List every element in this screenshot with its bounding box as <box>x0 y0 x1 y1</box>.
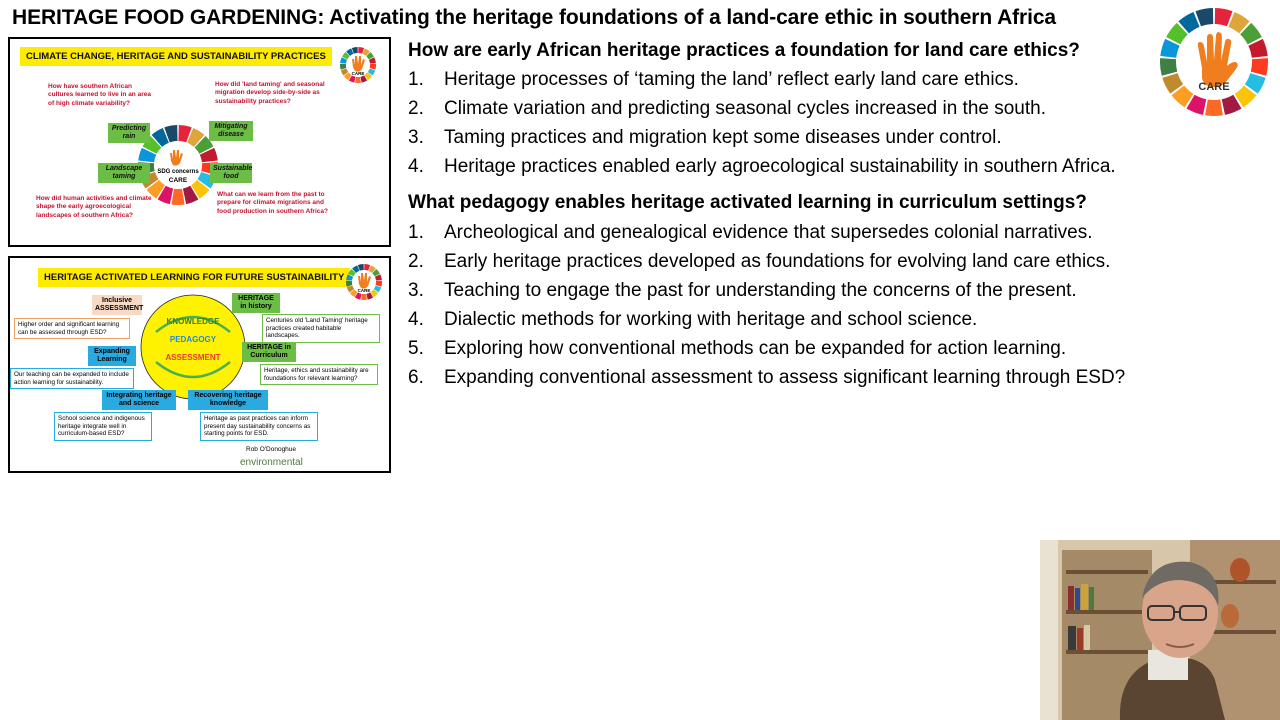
note-school-science: School science and indigenous heritage integrate well in curriculum-based ESD? <box>54 412 152 441</box>
item-number: 5. <box>408 338 424 359</box>
presenter-icon <box>1040 540 1280 720</box>
sdg-segment <box>361 294 367 300</box>
sdg-concerns-label: SDG concerns <box>157 169 199 175</box>
panel2-logo-label: CARE <box>357 288 371 293</box>
list-item <box>408 94 1116 123</box>
label-heritage-curriculum: HERITAGE in Curriculum <box>242 342 296 362</box>
sdg-segment <box>376 281 382 287</box>
item-text: Dialectic methods for working with heritage and school science. <box>444 309 978 330</box>
label-recovering: Recovering heritage knowledge <box>188 390 268 410</box>
word-assessment: ASSESSMENT <box>165 353 221 362</box>
label-inclusive-assessment: Inclusive ASSESSMENT <box>92 295 142 315</box>
item-text: Heritage practices enabled early agroecological sustainability in southern Africa. <box>444 156 1116 177</box>
item-number: 6. <box>408 367 424 388</box>
note-heritage-past: Heritage as past practices can inform present day sustainability concerns as starting points for ESD. <box>200 412 318 441</box>
item-number: 1. <box>408 222 424 243</box>
item-number: 2. <box>408 251 424 272</box>
panel2-care-logo <box>346 264 382 300</box>
presenter-video[interactable] <box>1040 540 1280 720</box>
label-heritage-history: HERITAGE in history <box>232 293 280 313</box>
sdg-segment <box>1251 58 1268 76</box>
list-item <box>408 65 1116 94</box>
item-number: 4. <box>408 156 424 177</box>
heritage-learning-diagram <box>8 256 391 473</box>
panel1-logo-label: CARE <box>351 71 365 76</box>
section2-list <box>408 218 1125 392</box>
list-item <box>408 276 1125 305</box>
list-item <box>408 363 1125 392</box>
item-number: 2. <box>408 98 424 119</box>
item-text: Early heritage practices developed as foundations for evolving land care ethics. <box>444 251 1111 272</box>
author-name: Rob O'Donoghue <box>246 446 297 453</box>
sdg-segment <box>171 189 184 205</box>
panel1-title: CLIMATE CHANGE, HERITAGE AND SUSTAINABILITY PRACTICES <box>20 47 332 66</box>
question-climate-variability: How have southern African cultures learned to live in an area of high climate variability? <box>48 83 151 107</box>
sdg-ring <box>138 125 218 205</box>
question-learn-from-past: What can we learn from the past to prepare for climate migrations and food production in southern Africa? <box>217 191 328 215</box>
item-number: 4. <box>408 309 424 330</box>
question-agroecological: How did human activities and climate shape the early agroecological landscapes of southern Africa? <box>36 195 152 219</box>
label-expanding-learning: Expanding Learning <box>88 346 136 366</box>
question-land-taming: How did 'land taming' and seasonal migration develop side-by-side as sustainability practices? <box>215 81 325 105</box>
note-our-teaching: Our teaching can be expanded to include action learning for sustainability. <box>10 368 134 389</box>
sdg-segment <box>1160 58 1177 76</box>
section1-heading: How are early African heritage practices a foundation for land care ethics? <box>408 40 1080 61</box>
note-higher-order: Higher order and significant learning can be assessed through ESD? <box>14 318 130 339</box>
item-number: 3. <box>408 280 424 301</box>
center-care-label: CARE <box>168 177 188 184</box>
care-logo-label: CARE <box>1198 81 1230 93</box>
box-landscape-taming: Landscape taming <box>98 163 150 183</box>
item-text: Taming practices and migration kept some diseases under control. <box>444 127 1002 148</box>
item-text: Expanding conventional assessment to assess significant learning through ESD? <box>444 367 1126 388</box>
box-sustainable-food: Sustainable food <box>210 163 252 183</box>
item-text: Archeological and genealogical evidence that supersedes colonial narratives. <box>444 222 1093 243</box>
care-sdg-logo <box>1160 8 1268 116</box>
section2-heading: What pedagogy enables heritage activated learning in curriculum settings? <box>408 192 1087 213</box>
panel2-title: HERITAGE ACTIVATED LEARNING FOR FUTURE SUSTAINABILITY <box>38 268 350 287</box>
note-centuries-old: Centuries old 'Land Taming' heritage practices created habitable landscapes. <box>262 314 380 343</box>
section1-list <box>408 65 1116 181</box>
list-item <box>408 152 1116 181</box>
panel1-care-logo <box>340 47 376 83</box>
word-pedagogy: PEDAGOGY <box>169 335 217 344</box>
item-text: Heritage processes of ‘taming the land’ reflect early land care ethics. <box>444 69 1019 90</box>
item-number: 1. <box>408 69 424 90</box>
item-number: 3. <box>408 127 424 148</box>
note-heritage-ethics: Heritage, ethics and sustainability are foundations for relevant learning? <box>260 364 378 385</box>
word-knowledge: KNOWLEDGE <box>166 317 220 326</box>
environmental-logo: environmental <box>240 457 303 468</box>
sdg-segment <box>340 64 346 70</box>
list-item <box>408 123 1116 152</box>
item-text: Exploring how conventional methods can be expanded for action learning. <box>444 338 1067 359</box>
list-item <box>408 218 1125 247</box>
list-item <box>408 334 1125 363</box>
sdg-segment <box>370 64 376 70</box>
item-text: Teaching to engage the past for understanding the concerns of the present. <box>444 280 1077 301</box>
sdg-segment <box>1205 99 1223 116</box>
sdg-segment <box>355 77 361 83</box>
list-item <box>408 305 1125 334</box>
slide-title: HERITAGE FOOD GARDENING: Activating the heritage foundations of a land-care ethic in southern Africa <box>12 6 1056 29</box>
box-predicting-rain: Predicting rain <box>108 123 150 143</box>
label-integrating: Integrating heritage and science <box>102 390 176 410</box>
box-mitigating-disease: Mitigating disease <box>209 121 253 141</box>
item-text: Climate variation and predicting seasonal cycles increased in the south. <box>444 98 1046 119</box>
sdg-segment <box>346 281 352 287</box>
list-item <box>408 247 1125 276</box>
climate-heritage-diagram <box>8 37 391 247</box>
